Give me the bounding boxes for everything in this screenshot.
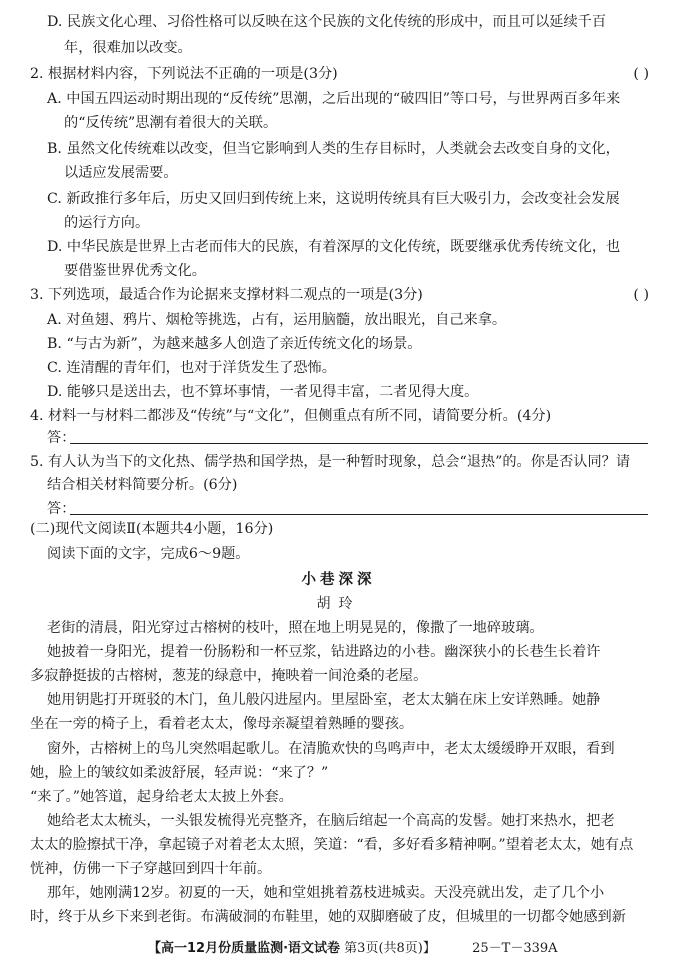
story-paragraph-4-line2: 她，脸上的皱纹如柔波舒展，轻声说：“来了？” [30, 765, 329, 781]
q2-option-b-line1: B. 虽然文化传统难以改变，但当它影响到人类的生存目标时，人类就会去改变自身的文化， [47, 141, 620, 157]
page-footer [148, 940, 558, 958]
q1-option-d-line2: 年，很难加以改变。 [64, 40, 192, 56]
q4-answer-label: 答： [47, 430, 76, 446]
story-paragraph-6-line2: 太太的脸擦拭干净，拿起镜子对着老太太照，笑道：“看，多好看多精神啊。”望着老太太，她有点 [30, 837, 634, 853]
q3-option-c: C. 连清醒的青年们，也对于洋货发生了恐怖。 [47, 360, 336, 376]
q2-option-b-line2: 以适应发展需要。 [64, 165, 178, 181]
q2-stem: 2. 根据材料内容，下列说法不正确的一项是(3分) [30, 66, 338, 82]
q5-answer-line[interactable] [70, 514, 648, 515]
q2-option-a-line2: 的“反传统”思潮有着很大的关联。 [64, 115, 278, 131]
q5-answer-label: 答： [47, 501, 76, 517]
story-paragraph-2-line2: 多寂静挺拔的古榕树，葱茏的绿意中，掩映着一间沧桑的老屋。 [30, 668, 428, 684]
q5-stem-line1: 5. 有人认为当下的文化热、儒学热和国学热，是一种暂时现象，总会“退热”的。你是否认同？请 [30, 454, 631, 470]
story-paragraph-4-line1: 窗外，古榕树上的鸟儿突然唱起歌儿。在清脆欢快的鸟鸣声中，老太太缓缓睁开双眼，看到 [47, 741, 615, 757]
q3-option-a: A. 对鱼翅、鸦片、烟枪等挑选，占有，运用脑髓，放出眼光，自己来拿。 [47, 312, 507, 328]
footer-exam-title: 【高一12月份质量监测·语文试卷 [148, 941, 341, 956]
section-heading: (二)现代文阅读Ⅱ(本题共4小题，16分) [30, 521, 274, 537]
story-paragraph-2-line1: 她披着一身阳光，提着一份肠粉和一杯豆浆，钻进路边的小巷。幽深狭小的长巷生长着许 [47, 644, 601, 660]
q3-stem: 3. 下列选项，最适合作为论据来支撑材料二观点的一项是(3分) [30, 287, 423, 303]
q3-option-d: D. 能够只是送出去，也不算坏事情，一者见得丰富，二者见得大度。 [47, 384, 479, 400]
story-paragraph-7-line1: 那年，她刚满12岁。初夏的一天，她和堂姐挑着荔枝进城卖。天没亮就出发，走了几个小 [47, 885, 605, 901]
q2-option-c-line1: C. 新政推行多年后，历史又回归到传统上来，这说明传统具有巨大吸引力，会改变社会发展 [47, 191, 620, 207]
q2-option-a-line1: A. 中国五四运动时期出现的“反传统”思潮，之后出现的“破四旧”等口号，与世界两百多年来 [47, 91, 621, 107]
q3-answer-paren: ( ) [633, 287, 649, 303]
story-paragraph-6-line3: 恍神，仿佛一下子穿越回到四十年前。 [30, 861, 272, 877]
story-paragraph-5-line1: “来了。”她答道，起身给老太太披上外套。 [30, 789, 293, 805]
q3-option-b: B. “与古为新”，为越来越多人创造了亲近传统文化的场景。 [47, 336, 422, 352]
q5-stem-line2: 结合相关材料简要分析。(6分) [47, 477, 238, 493]
q1-option-d-line1: D. 民族文化心理、习俗性格可以反映在这个民族的文化传统的形成中，而且可以延续千百 [47, 14, 607, 30]
story-paragraph-3-line1: 她用钥匙打开斑驳的木门，鱼儿般闪进屋内。里屋卧室，老太太躺在床上安详熟睡。她静 [47, 692, 601, 708]
story-paragraph-7-line2: 时，终于从乡下来到老街。布满破洞的布鞋里，她的双脚磨破了皮，但城里的一切都令她感到新 [30, 909, 626, 925]
q2-option-d-line2: 要借鉴世界优秀文化。 [64, 263, 206, 279]
story-title: 小巷深深 [301, 572, 376, 588]
story-paragraph-1-line1: 老街的清晨，阳光穿过古榕树的枝叶，照在地上明晃晃的，像撒了一地碎玻璃。 [47, 620, 544, 636]
q2-answer-paren: ( ) [633, 66, 649, 82]
q2-option-d-line1: D. 中华民族是世界上古老而伟大的民族，有着深厚的文化传统，既要继承优秀传统文化，也 [47, 239, 621, 255]
q4-stem: 4. 材料一与材料二都涉及“传统”与“文化”，但侧重点有所不同，请简要分析。(4分) [30, 408, 552, 424]
story-paragraph-3-line2: 坐在一旁的椅子上，看着老太太，像母亲凝望着熟睡的婴孩。 [30, 716, 414, 732]
reading-instruction: 阅读下面的文字，完成6～9题。 [47, 546, 250, 562]
story-author: 胡玲 [316, 596, 361, 612]
story-paragraph-6-line1: 她给老太太梳头，一头银发梳得光亮整齐，在脑后绾起一个高高的发髻。她打来热水，把老 [47, 813, 615, 829]
footer-page-number: 第3页(共8页)】 [344, 941, 436, 956]
footer-exam-code: 25－T－339A [472, 941, 558, 956]
q2-option-c-line2: 的运行方向。 [64, 215, 150, 231]
q4-answer-line[interactable] [70, 443, 648, 444]
